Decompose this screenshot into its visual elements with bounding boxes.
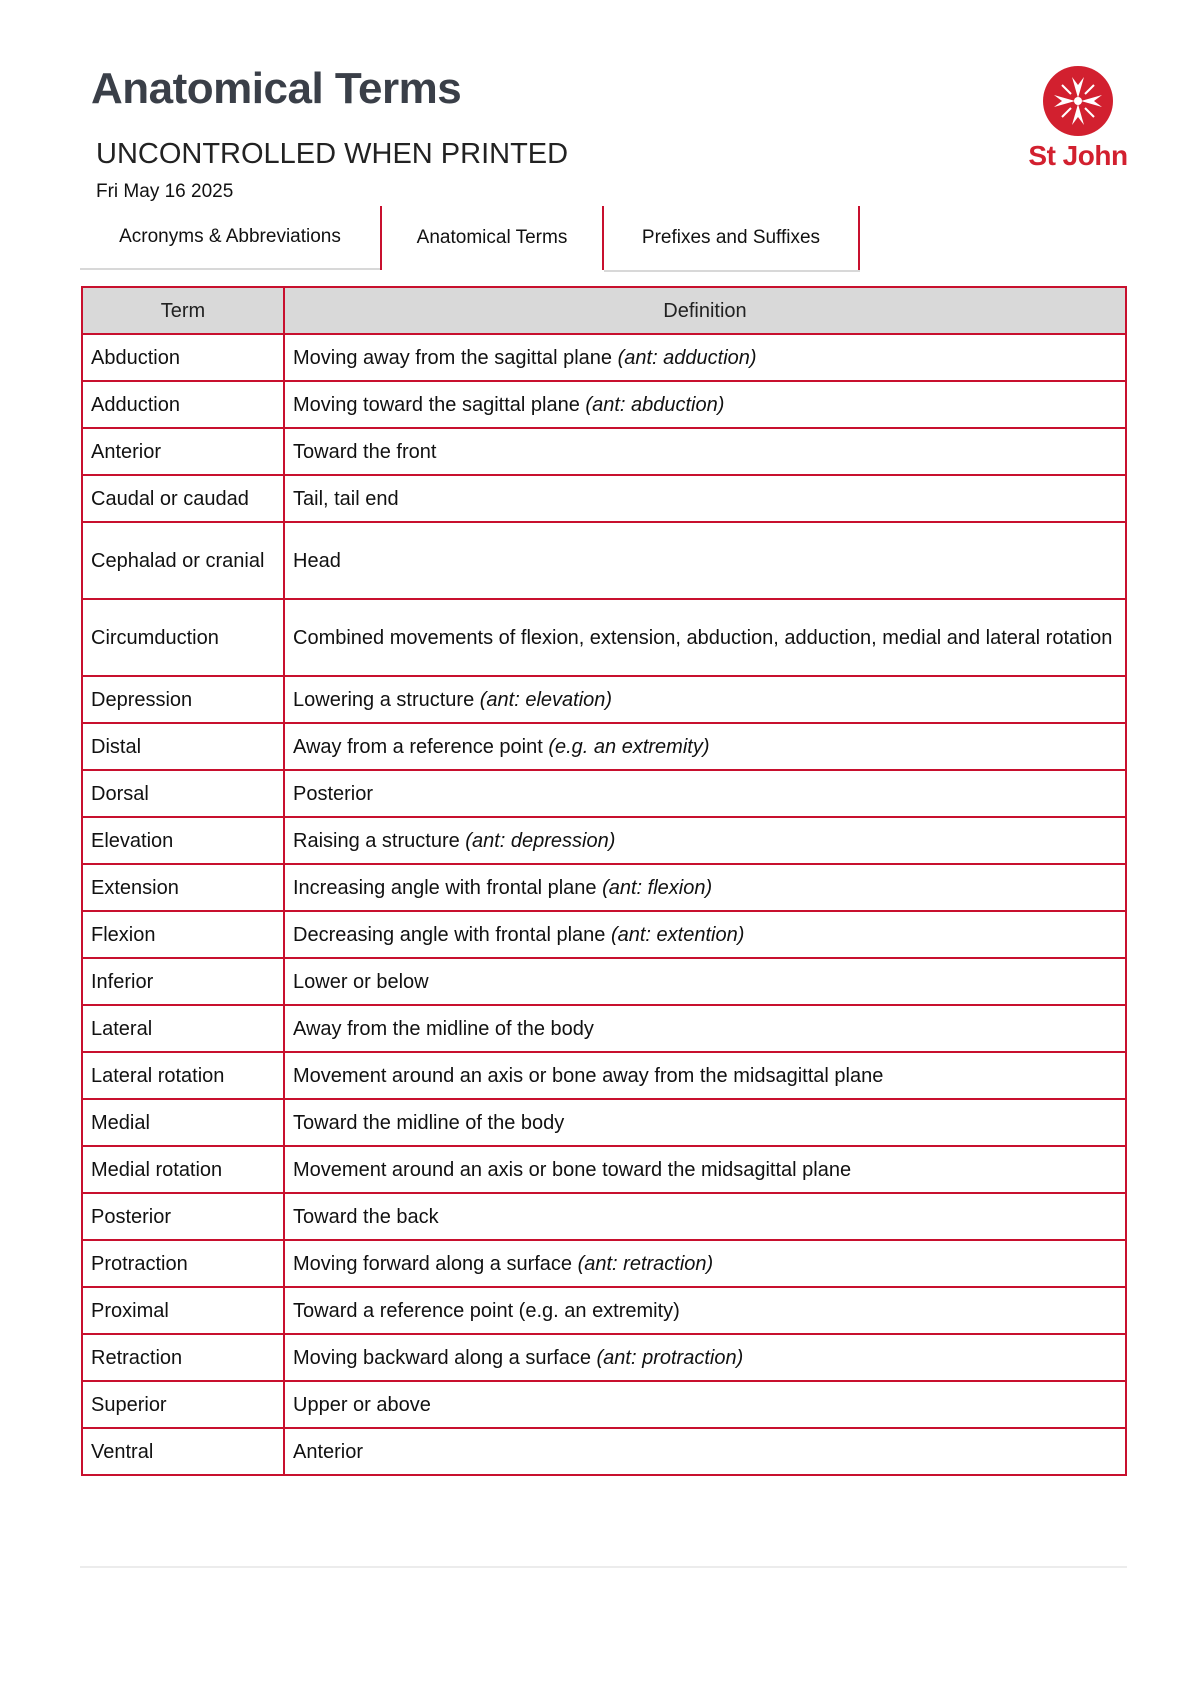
table-row: [82, 334, 1126, 381]
definition-cell: [284, 1146, 1126, 1193]
table-row: [82, 1099, 1126, 1146]
term-cell: Posterior: [82, 1193, 284, 1240]
definition-cell: [284, 381, 1126, 428]
definition-cell: [284, 1099, 1126, 1146]
table-row: [82, 958, 1126, 1005]
table-row: [82, 599, 1126, 676]
antonym-note: (ant: abduction): [585, 393, 725, 416]
table-row: [82, 723, 1126, 770]
definition-cell: [284, 1005, 1126, 1052]
antonym-note: (e.g. an extremity): [548, 735, 710, 758]
table-body: [82, 334, 1126, 1475]
table-row: [82, 770, 1126, 817]
definition-text: Posterior: [293, 782, 374, 805]
logo-wordmark: St John: [1028, 140, 1128, 171]
column-header-definition: Definition: [284, 287, 1126, 334]
table-row: [82, 1428, 1126, 1475]
page-title: Anatomical Terms: [91, 64, 462, 113]
table-header-row: [82, 287, 1126, 334]
definition-text: Moving backward along a surface: [293, 1346, 597, 1369]
antonym-note: (ant: extention): [610, 923, 745, 946]
print-date: Fri May 16 2025: [96, 181, 234, 202]
term-cell: Protraction: [82, 1240, 284, 1287]
term-cell: Dorsal: [82, 770, 284, 817]
antonym-note: (ant: retraction): [577, 1252, 714, 1275]
tab-acronyms-abbreviations[interactable]: Acronyms & Abbreviations: [80, 206, 380, 270]
definition-text: Moving forward along a surface: [293, 1252, 578, 1275]
tab-divider: [604, 270, 860, 272]
definition-text: Combined movements of flexion, extension, abduction, adduction, medial and lateral rotation: [293, 626, 1113, 649]
tab-bar: [80, 206, 860, 272]
definition-text: Lower or below: [293, 970, 429, 993]
term-cell: Distal: [82, 723, 284, 770]
table-row: [82, 428, 1126, 475]
definition-text: Toward the midline of the body: [293, 1111, 565, 1134]
term-cell: Medial: [82, 1099, 284, 1146]
definition-text: Toward a reference point (e.g. an extremity): [293, 1299, 680, 1322]
table-row: [82, 1334, 1126, 1381]
uncontrolled-notice: UNCONTROLLED WHEN PRINTED: [96, 138, 569, 170]
tab-prefixes-suffixes[interactable]: Prefixes and Suffixes: [604, 206, 860, 270]
table-row: [82, 522, 1126, 599]
definition-text: Anterior: [293, 1440, 364, 1463]
definition-text: Tail, tail end: [293, 487, 399, 510]
definition-text: Movement around an axis or bone away from the midsagittal plane: [293, 1064, 884, 1087]
term-cell: Retraction: [82, 1334, 284, 1381]
table-row: [82, 1381, 1126, 1428]
table-row: [82, 676, 1126, 723]
st-john-cross-icon: [1010, 66, 1146, 140]
term-cell: Adduction: [82, 381, 284, 428]
definition-text: Toward the back: [293, 1205, 439, 1228]
definition-text: Decreasing angle with frontal plane: [293, 923, 611, 946]
term-cell: Anterior: [82, 428, 284, 475]
table-row: [82, 475, 1126, 522]
definition-text: Away from a reference point: [293, 735, 549, 758]
antonym-note: (ant: adduction): [617, 346, 757, 369]
definition-cell: [284, 1052, 1126, 1099]
definition-text: Increasing angle with frontal plane: [293, 876, 603, 899]
table-row: [82, 911, 1126, 958]
table-row: [82, 1287, 1126, 1334]
definition-cell: [284, 1334, 1126, 1381]
antonym-note: (ant: elevation): [479, 688, 613, 711]
term-cell: Proximal: [82, 1287, 284, 1334]
definition-cell: [284, 770, 1126, 817]
antonym-note: (ant: flexion): [602, 876, 713, 899]
table-row: [82, 381, 1126, 428]
definition-cell: [284, 911, 1126, 958]
definition-cell: [284, 676, 1126, 723]
definition-cell: [284, 958, 1126, 1005]
definition-text: Moving away from the sagittal plane: [293, 346, 618, 369]
table-row: [82, 1052, 1126, 1099]
term-cell: Caudal or caudad: [82, 475, 284, 522]
definition-text: Toward the front: [293, 440, 437, 463]
table-row: [82, 1193, 1126, 1240]
definition-text: Lowering a structure: [293, 688, 480, 711]
table-row: [82, 864, 1126, 911]
definition-text: Moving toward the sagittal plane: [293, 393, 586, 416]
definition-cell: [284, 334, 1126, 381]
definition-cell: [284, 599, 1126, 676]
definition-text: Away from the midline of the body: [293, 1017, 594, 1040]
definition-cell: [284, 522, 1126, 599]
term-cell: Flexion: [82, 911, 284, 958]
definition-cell: [284, 1381, 1126, 1428]
definition-text: Upper or above: [293, 1393, 431, 1416]
table-row: [82, 817, 1126, 864]
definition-cell: [284, 723, 1126, 770]
definition-text: Raising a structure: [293, 829, 466, 852]
definition-text: Head: [293, 549, 341, 572]
term-cell: Inferior: [82, 958, 284, 1005]
table-row: [82, 1240, 1126, 1287]
term-cell: Cephalad or cranial: [82, 522, 284, 599]
term-cell: Medial rotation: [82, 1146, 284, 1193]
term-cell: Superior: [82, 1381, 284, 1428]
antonym-note: (ant: protraction): [596, 1346, 744, 1369]
definition-cell: [284, 1287, 1126, 1334]
st-john-logo: [1010, 66, 1146, 176]
table-row: [82, 1146, 1126, 1193]
term-cell: Lateral rotation: [82, 1052, 284, 1099]
definition-cell: [284, 1193, 1126, 1240]
definition-cell: [284, 864, 1126, 911]
term-cell: Elevation: [82, 817, 284, 864]
tab-anatomical-terms[interactable]: Anatomical Terms: [380, 206, 604, 270]
definition-cell: [284, 475, 1126, 522]
term-cell: Ventral: [82, 1428, 284, 1475]
definition-cell: [284, 1428, 1126, 1475]
term-cell: Abduction: [82, 334, 284, 381]
definition-cell: [284, 1240, 1126, 1287]
footer-divider: [80, 1566, 1127, 1568]
column-header-term: Term: [82, 287, 284, 334]
definition-cell: [284, 428, 1126, 475]
table-row: [82, 1005, 1126, 1052]
term-cell: Extension: [82, 864, 284, 911]
anatomical-terms-table: [81, 286, 1127, 1476]
term-cell: Circumduction: [82, 599, 284, 676]
definition-cell: [284, 817, 1126, 864]
definition-text: Movement around an axis or bone toward the midsagittal plane: [293, 1158, 852, 1181]
antonym-note: (ant: depression): [465, 829, 616, 852]
term-cell: Depression: [82, 676, 284, 723]
term-cell: Lateral: [82, 1005, 284, 1052]
